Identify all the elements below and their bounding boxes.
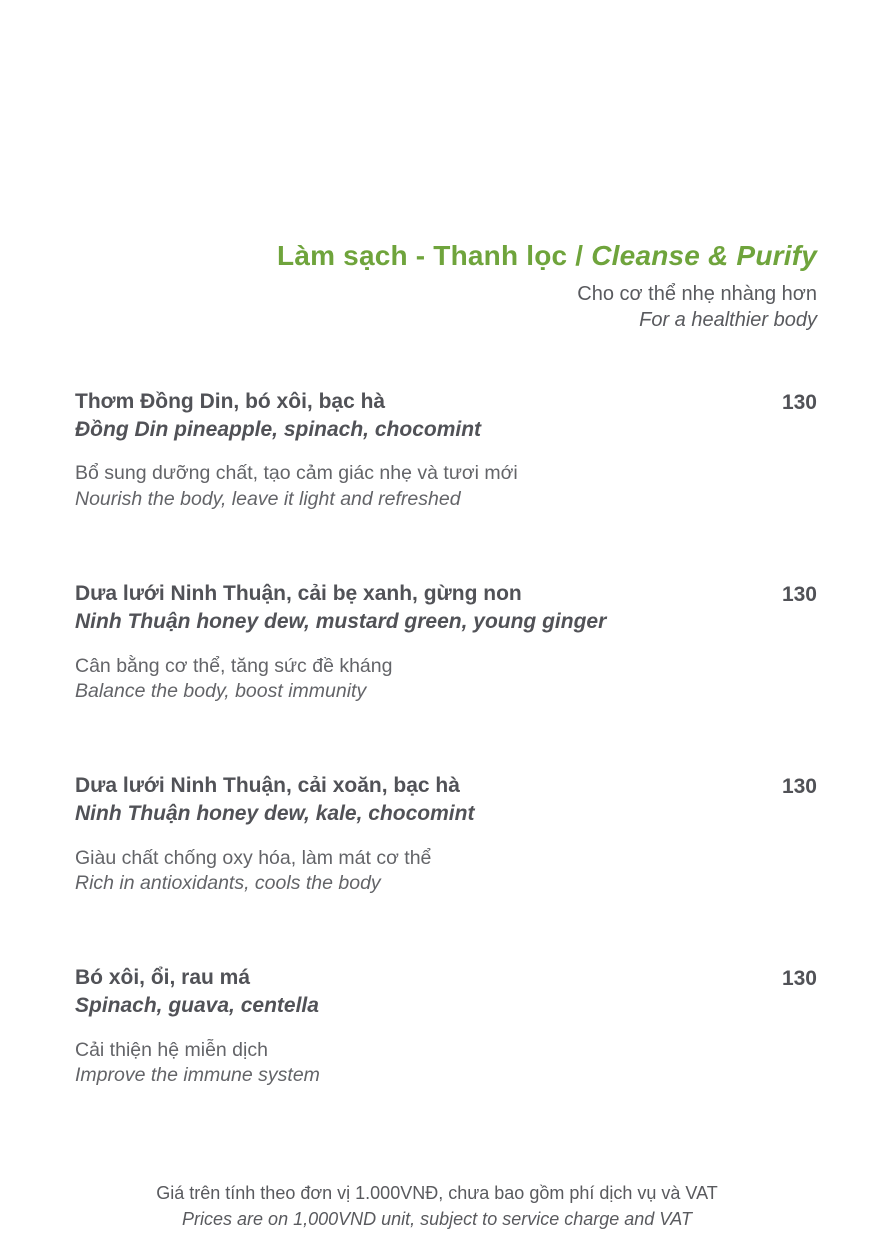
item-desc-vi: Cải thiện hệ miễn dịch: [75, 1038, 268, 1061]
menu-item-descriptions: [75, 461, 817, 512]
price-footnote-vi: Giá trên tính theo đơn vị 1.000VNĐ, chưa bao gồm phí dịch vụ và VAT: [156, 1183, 718, 1203]
section-subtitle-en: For a healthier body: [639, 309, 817, 331]
item-desc-en: Nourish the body, leave it light and refreshed: [75, 487, 461, 510]
menu-item-names: [75, 964, 319, 1019]
item-desc-en: Improve the immune system: [75, 1064, 320, 1087]
menu-item-descriptions: [75, 846, 817, 897]
item-name-vi: Dưa lưới Ninh Thuận, cải xoăn, bạc hà: [75, 774, 460, 798]
item-desc-vi: Giàu chất chống oxy hóa, làm mát cơ thể: [75, 846, 432, 869]
section-title-en: Cleanse & Purify: [591, 240, 817, 271]
menu-item-head: [75, 580, 817, 635]
section-title-separator: /: [567, 240, 592, 271]
price-footnote: [0, 1180, 874, 1232]
section-title-vi: Làm sạch - Thanh lọc: [277, 240, 568, 271]
section-subtitle-vi: Cho cơ thể nhẹ nhàng hơn: [577, 283, 817, 305]
menu-list: [75, 388, 817, 1157]
item-price: 130: [781, 391, 817, 414]
menu-item-descriptions: [75, 654, 817, 705]
item-price: 130: [781, 775, 817, 799]
menu-item-descriptions: [75, 1038, 817, 1089]
menu-item-names: [75, 388, 481, 443]
menu-item-head: [75, 388, 817, 443]
item-name-en: Ninh Thuận honey dew, kale, chocomint: [75, 801, 475, 825]
menu-item: [75, 772, 817, 896]
item-name-en: Spinach, guava, centella: [75, 994, 319, 1018]
item-name-vi: Dưa lưới Ninh Thuận, cải bẹ xanh, gừng non: [75, 582, 522, 606]
item-name-en: Ninh Thuận honey dew, mustard green, young ginger: [75, 609, 607, 633]
item-desc-vi: Cân bằng cơ thể, tăng sức đề kháng: [75, 654, 393, 677]
menu-item: [75, 388, 817, 512]
item-name-vi: Bó xôi, ổi, rau má: [75, 966, 251, 990]
item-desc-en: Rich in antioxidants, cools the body: [75, 872, 381, 895]
section-title: [75, 238, 817, 273]
price-footnote-en: Prices are on 1,000VND unit, subject to service charge and VAT: [182, 1209, 692, 1230]
menu-item-head: [75, 772, 817, 827]
menu-item: [75, 580, 817, 704]
section-header: [75, 238, 817, 333]
item-price: 130: [781, 967, 817, 991]
menu-item-names: [75, 772, 474, 827]
item-desc-en: Balance the body, boost immunity: [75, 679, 367, 702]
item-price: 130: [781, 583, 817, 607]
item-desc-vi: Bổ sung dưỡng chất, tạo cảm giác nhẹ và tươi mới: [75, 462, 518, 485]
item-name-vi: Thơm Đồng Din, bó xôi, bạc hà: [75, 390, 386, 413]
menu-item-names: [75, 580, 606, 635]
item-name-en: Đồng Din pineapple, spinach, chocomint: [75, 417, 482, 441]
menu-item: [75, 964, 817, 1088]
menu-item-head: [75, 964, 817, 1019]
